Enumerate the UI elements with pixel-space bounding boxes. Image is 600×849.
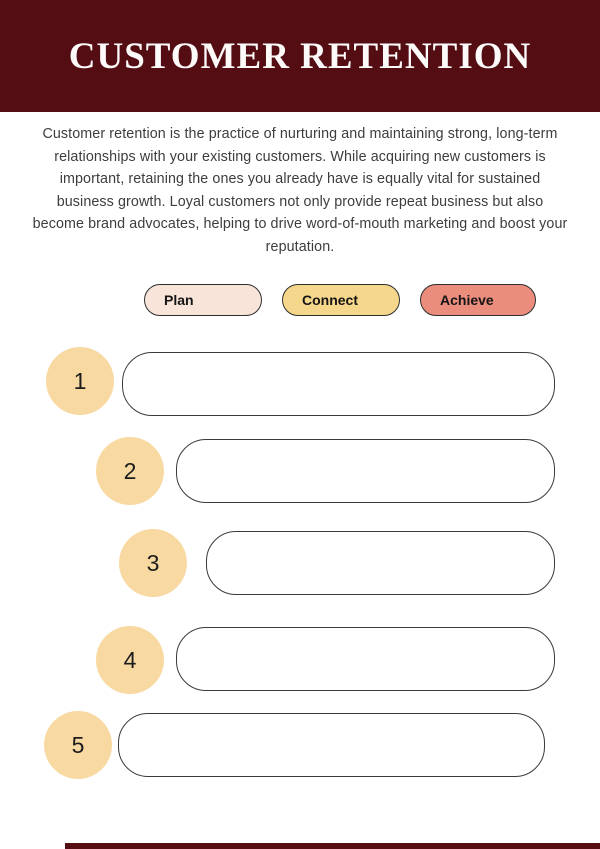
step-3-input-box[interactable] [206,531,555,595]
step-3-number: 3 [146,549,160,576]
header-banner [0,0,600,112]
connect-pill-label: Connect [302,292,358,308]
connect-pill[interactable] [282,284,400,316]
step-2-number: 2 [123,457,137,484]
plan-pill-label: Plan [164,292,194,308]
step-5-number-badge [44,711,112,779]
footer-accent-bar [65,843,600,849]
step-5-input-box[interactable] [118,713,545,777]
plan-pill[interactable] [144,284,262,316]
step-1-input-box[interactable] [122,352,555,416]
achieve-pill[interactable] [420,284,536,316]
step-1-number-badge [46,347,114,415]
intro-paragraph: Customer retention is the practice of nurturing and maintaining strong, long-term relationships with your existing customers. While acquiring new customers is important, retaining the ones you already have is equally vital for sustained business growth. Loyal customers not only provide repeat business but also become brand advocates, helping to drive word-of-mouth marketing and boost your reputation. [32,126,568,255]
step-4-number: 4 [123,646,137,673]
step-1-number: 1 [73,367,87,394]
page-title: CUSTOMER RETENTION [68,35,532,77]
tag-row [144,284,536,316]
step-4-number-badge [96,626,164,694]
step-5-number: 5 [71,731,85,758]
step-3-number-badge [119,529,187,597]
step-2-input-box[interactable] [176,439,555,503]
step-2-number-badge [96,437,164,505]
step-4-input-box[interactable] [176,627,555,691]
achieve-pill-label: Achieve [440,292,494,308]
